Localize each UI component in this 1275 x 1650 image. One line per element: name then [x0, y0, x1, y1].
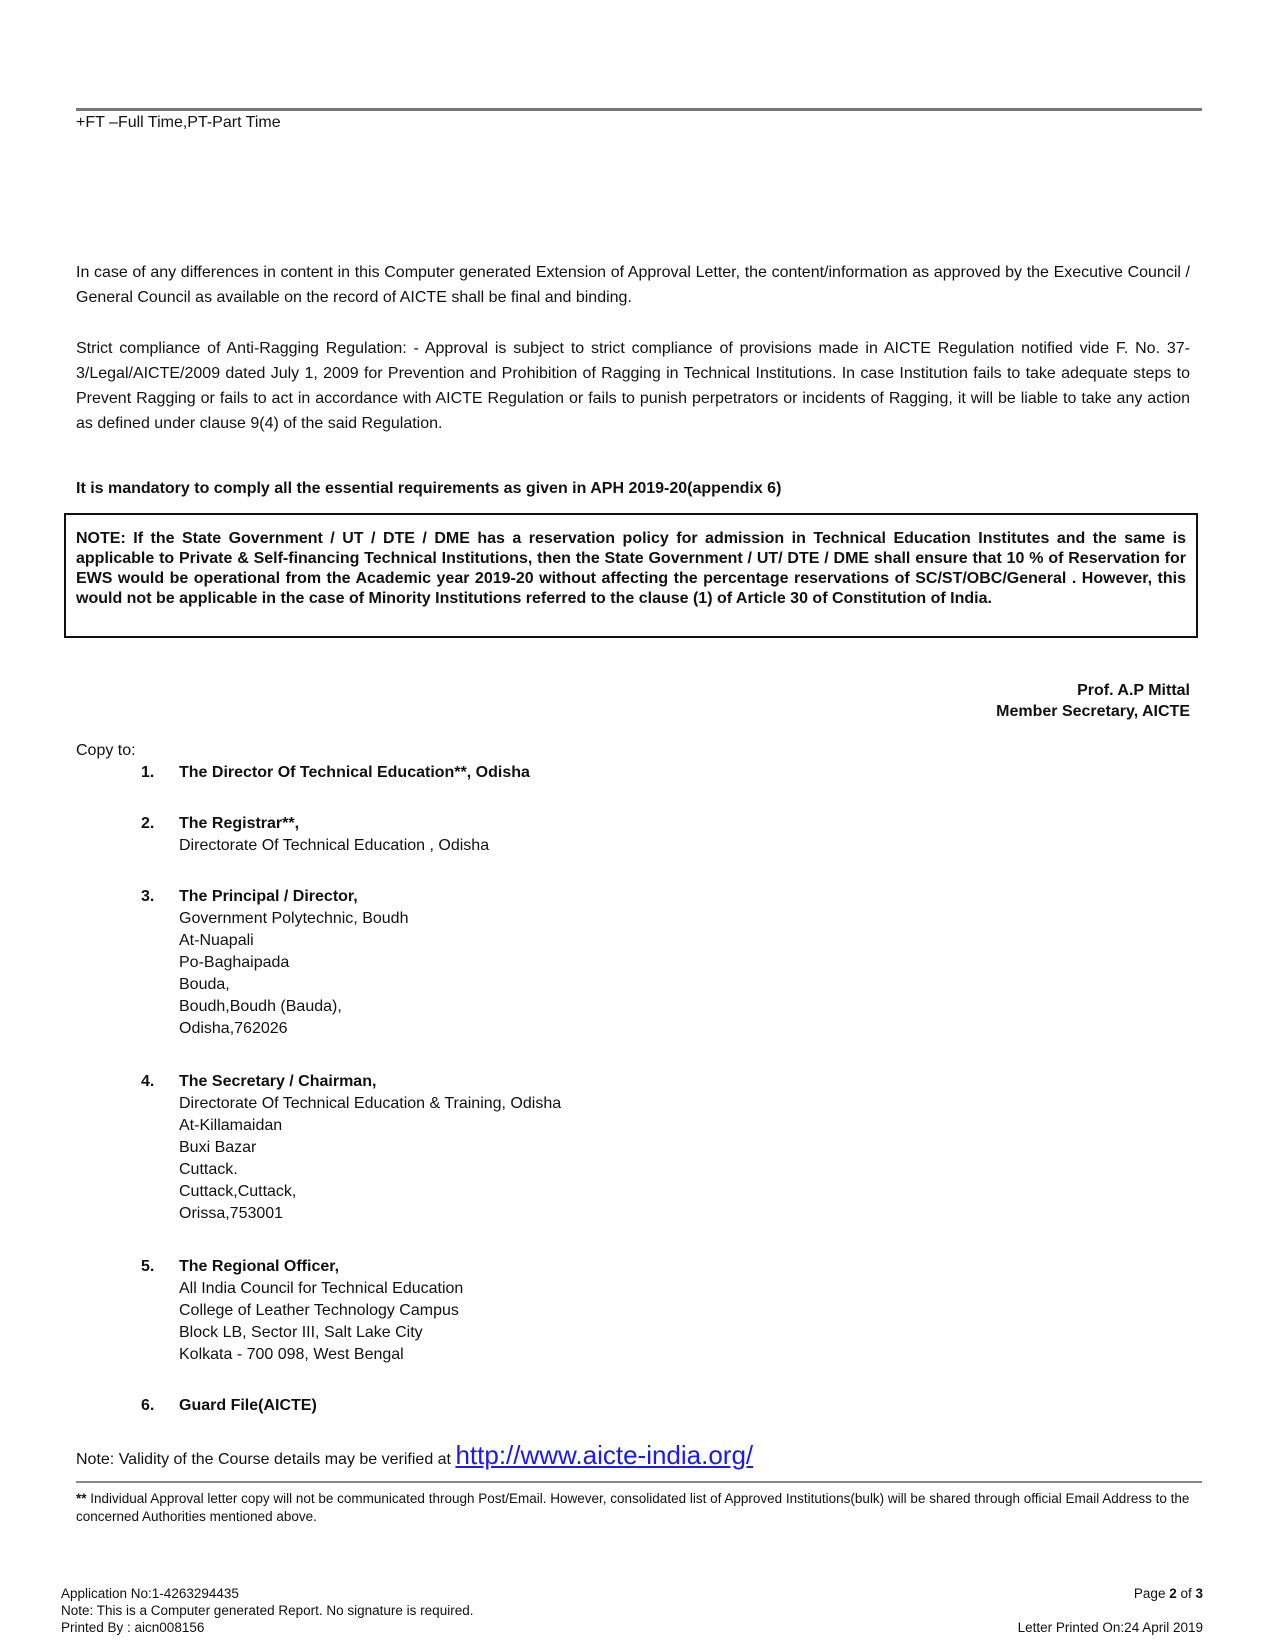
item-heading: Guard File(AICTE)	[179, 1397, 317, 1414]
footnote-stars: **	[76, 1491, 87, 1506]
item-line: Orissa,753001	[179, 1205, 284, 1222]
printed-by: Printed By : aicn008156	[61, 1620, 205, 1635]
page-prefix: Page	[1133, 1586, 1170, 1601]
item-heading: The Registrar**,	[179, 815, 300, 832]
aicte-website-link[interactable]: http://www.aicte-india.org/	[455, 1440, 754, 1470]
computer-generated-note: Note: This is a Computer generated Report. No signature is required.	[61, 1603, 474, 1618]
item-number: 2.	[141, 815, 155, 832]
item-number: 4.	[141, 1073, 155, 1090]
application-number: Application No:1-4263294435	[61, 1586, 239, 1601]
page-total: 3	[1195, 1586, 1203, 1601]
item-line: Directorate Of Technical Education & Training, Odisha	[179, 1095, 562, 1112]
footnote	[76, 1490, 1202, 1526]
item-line: College of Leather Technology Campus	[179, 1302, 459, 1319]
item-line: All India Council for Technical Education	[179, 1280, 464, 1297]
item-number: 5.	[141, 1258, 155, 1275]
item-line: Odisha,762026	[179, 1020, 288, 1037]
item-line: Bouda,	[179, 976, 230, 993]
item-number: 3.	[141, 888, 155, 905]
item-line: Cuttack,Cuttack,	[179, 1183, 297, 1200]
footnote-divider	[76, 1481, 1202, 1483]
differences-paragraph: In case of any differences in content in this Computer generated Extension of Approval Letter, the content/information as approved by the Executive Council / General Council as available on the record of AICTE shall be final and binding.	[76, 264, 1190, 306]
item-number: 6.	[141, 1397, 155, 1414]
item-line: Boudh,Boudh (Bauda),	[179, 998, 342, 1015]
item-heading: The Regional Officer,	[179, 1258, 340, 1275]
footer-left	[61, 1585, 473, 1636]
item-line: Kolkata - 700 098, West Bengal	[179, 1346, 404, 1363]
item-line: Directorate Of Technical Education , Odisha	[179, 837, 490, 854]
legend-text: +FT –Full Time,PT-Part Time	[76, 114, 281, 131]
item-line: Cuttack.	[179, 1161, 238, 1178]
page-indicator	[1018, 1585, 1203, 1602]
item-line: Buxi Bazar	[179, 1139, 257, 1156]
page-of: of	[1176, 1586, 1196, 1601]
mandatory-statement: It is mandatory to comply all the essential requirements as given in APH 2019-20(appendix 6)	[76, 480, 782, 497]
item-line: Block LB, Sector III, Salt Lake City	[179, 1324, 423, 1341]
item-line: Government Polytechnic, Boudh	[179, 910, 409, 927]
printed-on-date: Letter Printed On:24 April 2019	[1017, 1620, 1203, 1635]
signatory-name: Prof. A.P Mittal	[1077, 682, 1190, 699]
signatory-title: Member Secretary, AICTE	[996, 703, 1190, 720]
item-heading: The Principal / Director,	[179, 888, 358, 905]
item-line: At-Killamaidan	[179, 1117, 283, 1134]
footer-right	[1018, 1585, 1203, 1636]
validity-text: Note: Validity of the Course details may be verified at	[76, 1451, 456, 1468]
item-line: At-Nuapali	[179, 932, 254, 949]
top-divider	[76, 108, 1202, 111]
item-heading: The Director Of Technical Education**, Odisha	[179, 764, 530, 781]
footnote-text: Individual Approval letter copy will not be communicated through Post/Email. However, consolidated list of Approved Institutions(bulk) will be shared through official Email Address to the concerned Authorities mentioned above.	[76, 1491, 1190, 1524]
item-number: 1.	[141, 764, 155, 781]
anti-ragging-paragraph: Strict compliance of Anti-Ragging Regulation: - Approval is subject to strict compliance of provisions made in AICTE Regulation notified vide F. No. 37-3/Legal/AICTE/2009 dated July 1, 2009 for Prevention and Prohibition of Ragging in Technical Institutions. In case Institution fails to take adequate steps to Prevent Ragging or fails to act in accordance with AICTE Regulation or fails to punish perpetrators or incidents of Ragging, it will be liable to take any action as defined under clause 9(4) of the said Regulation.	[76, 340, 1190, 432]
item-heading: The Secretary / Chairman,	[179, 1073, 377, 1090]
copy-to-label: Copy to:	[76, 742, 136, 759]
validity-note	[76, 1440, 753, 1471]
ews-reservation-note: NOTE: If the State Government / UT / DTE / DME has a reservation policy for admission in Technical Education Institutes and the same is applicable to Private & Self-financing Technical Institutions, then the State Government / UT/ DTE / DME shall ensure that 10 % of Reservation for EWS would be operational from the Academic year 2019-20 without affecting the percentage reservations of SC/ST/OBC/General . However, this would not be applicable in the case of Minority Institutions referred to the clause (1) of Article 30 of Constitution of India.	[64, 513, 1198, 638]
page-current: 2	[1169, 1586, 1177, 1601]
item-line: Po-Baghaipada	[179, 954, 290, 971]
